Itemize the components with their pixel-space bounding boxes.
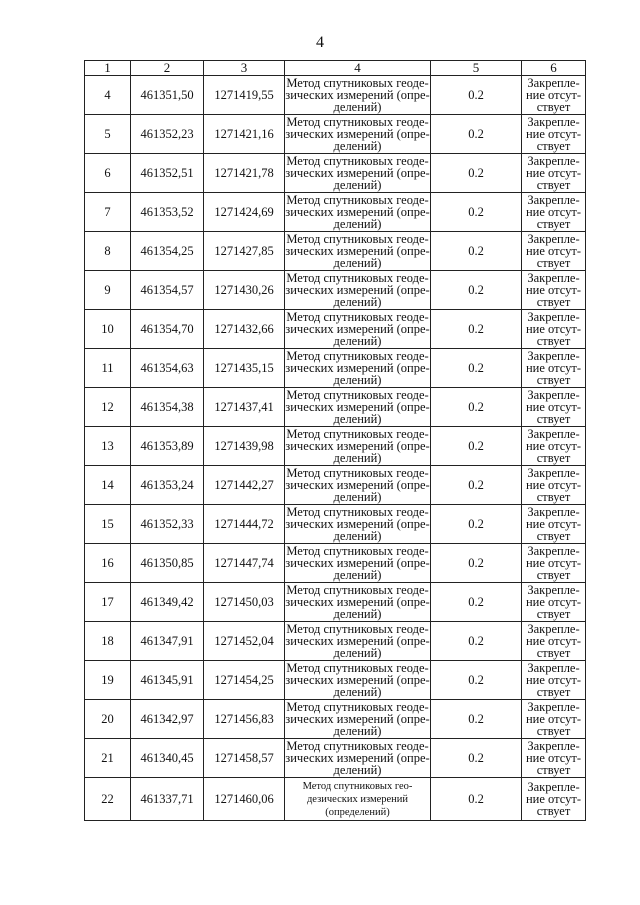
y-coordinate-cell: 1271439,98 [204, 427, 285, 466]
column-header: 4 [285, 61, 431, 76]
y-coordinate-cell: 1271435,15 [204, 349, 285, 388]
x-coordinate-cell: 461340,45 [131, 739, 204, 778]
y-coordinate-cell: 1271432,66 [204, 310, 285, 349]
y-coordinate-cell: 1271427,85 [204, 232, 285, 271]
point-number-cell: 11 [85, 349, 131, 388]
point-number-cell: 6 [85, 154, 131, 193]
accuracy-cell: 0.2 [431, 271, 522, 310]
fixing-cell: Закрепле-ние отсут-ствует [522, 271, 586, 310]
method-cell: Метод спутниковых геоде-зических измерений (опре-делений) [285, 388, 430, 426]
x-coordinate-cell: 461354,70 [131, 310, 204, 349]
fixing-cell: Закрепле-ние отсут-ствует [522, 193, 586, 232]
accuracy-cell: 0.2 [431, 76, 522, 115]
point-number-cell: 9 [85, 271, 131, 310]
fixing-cell: Закрепле-ние отсут-ствует [522, 76, 586, 115]
table-row [85, 193, 586, 232]
table-row [85, 349, 586, 388]
fixing-cell: Закрепле-ние отсут-ствует [522, 544, 586, 583]
table-row [85, 232, 586, 271]
column-header: 2 [131, 61, 204, 76]
accuracy-cell: 0.2 [431, 739, 522, 778]
accuracy-cell: 0.2 [431, 193, 522, 232]
y-coordinate-cell: 1271444,72 [204, 505, 285, 544]
table-row [85, 778, 586, 821]
point-number-cell: 13 [85, 427, 131, 466]
method-cell: Метод спутниковых геоде-зических измерений (опре-делений) [285, 115, 430, 153]
method-cell: Метод спутниковых геоде-зических измерений (опре-делений) [285, 466, 430, 504]
point-number-cell: 10 [85, 310, 131, 349]
point-number-cell: 7 [85, 193, 131, 232]
table-row [85, 154, 586, 193]
fixing-cell: Закрепле-ние отсут-ствует [522, 115, 586, 154]
x-coordinate-cell: 461352,23 [131, 115, 204, 154]
x-coordinate-cell: 461337,71 [131, 778, 204, 821]
fixing-cell: Закрепле-ние отсут-ствует [522, 349, 586, 388]
x-coordinate-cell: 461354,38 [131, 388, 204, 427]
fixing-cell: Закрепле-ние отсут-ствует [522, 700, 586, 739]
y-coordinate-cell: 1271419,55 [204, 76, 285, 115]
accuracy-cell: 0.2 [431, 661, 522, 700]
fixing-cell: Закрепле-ние отсут-ствует [522, 622, 586, 661]
method-cell: Метод спутниковых геоде-зических измерений (опре-делений) [285, 427, 430, 465]
method-cell: Метод спутниковых геоде-зических измерений (опре-делений) [285, 349, 430, 387]
y-coordinate-cell: 1271460,06 [204, 778, 285, 821]
point-number-cell: 16 [85, 544, 131, 583]
column-header: 3 [204, 61, 285, 76]
method-cell: Метод спутниковых геоде-зических измерений (опре-делений) [285, 739, 430, 777]
x-coordinate-cell: 461352,51 [131, 154, 204, 193]
table-row [85, 661, 586, 700]
method-cell: Метод спутниковых гео-дезических измерений (определений) [285, 778, 431, 821]
fixing-cell: Закрепле-ние отсут-ствует [522, 583, 586, 622]
point-number-cell: 12 [85, 388, 131, 427]
x-coordinate-cell: 461351,50 [131, 76, 204, 115]
point-number-cell: 20 [85, 700, 131, 739]
y-coordinate-cell: 1271456,83 [204, 700, 285, 739]
fixing-cell: Закрепле-ние отсут-ствует [522, 466, 586, 505]
method-cell: Метод спутниковых геоде-зических измерений (опре-делений) [285, 505, 430, 543]
table-row [85, 427, 586, 466]
x-coordinate-cell: 461349,42 [131, 583, 204, 622]
table-row [85, 76, 586, 115]
x-coordinate-cell: 461345,91 [131, 661, 204, 700]
table-row [85, 583, 586, 622]
method-cell: Метод спутниковых геоде-зических измерений (опре-делений) [285, 154, 430, 192]
y-coordinate-cell: 1271442,27 [204, 466, 285, 505]
table-row [85, 700, 586, 739]
point-number-cell: 17 [85, 583, 131, 622]
x-coordinate-cell: 461353,89 [131, 427, 204, 466]
y-coordinate-cell: 1271454,25 [204, 661, 285, 700]
method-cell: Метод спутниковых геоде-зических измерений (опре-делений) [285, 583, 430, 621]
accuracy-cell: 0.2 [431, 622, 522, 661]
accuracy-cell: 0.2 [431, 115, 522, 154]
method-cell: Метод спутниковых геоде-зических измерений (опре-делений) [285, 622, 430, 660]
point-number-cell: 21 [85, 739, 131, 778]
y-coordinate-cell: 1271430,26 [204, 271, 285, 310]
table-row [85, 271, 586, 310]
accuracy-cell: 0.2 [431, 583, 522, 622]
method-cell: Метод спутниковых геоде-зических измерений (опре-делений) [285, 544, 430, 582]
method-cell: Метод спутниковых геоде-зических измерений (опре-делений) [285, 193, 430, 231]
method-cell: Метод спутниковых геоде-зических измерений (опре-делений) [285, 76, 430, 114]
y-coordinate-cell: 1271424,69 [204, 193, 285, 232]
accuracy-cell: 0.2 [431, 427, 522, 466]
x-coordinate-cell: 461354,57 [131, 271, 204, 310]
table-row [85, 310, 586, 349]
table-row [85, 115, 586, 154]
table-row [85, 622, 586, 661]
y-coordinate-cell: 1271437,41 [204, 388, 285, 427]
accuracy-cell: 0.2 [431, 388, 522, 427]
accuracy-cell: 0.2 [431, 544, 522, 583]
method-cell: Метод спутниковых геоде-зических измерений (опре-делений) [285, 232, 430, 270]
x-coordinate-cell: 461353,52 [131, 193, 204, 232]
point-number-cell: 22 [85, 778, 131, 821]
fixing-cell: Закрепле-ние отсут-ствует [522, 388, 586, 427]
point-number-cell: 4 [85, 76, 131, 115]
x-coordinate-cell: 461353,24 [131, 466, 204, 505]
fixing-cell: Закрепле-ние отсут-ствует [522, 232, 586, 271]
table-row [85, 739, 586, 778]
method-cell: Метод спутниковых геоде-зических измерений (опре-делений) [285, 700, 430, 738]
accuracy-cell: 0.2 [431, 778, 522, 821]
y-coordinate-cell: 1271421,78 [204, 154, 285, 193]
column-header: 6 [522, 61, 586, 76]
accuracy-cell: 0.2 [431, 154, 522, 193]
column-header: 1 [85, 61, 131, 76]
fixing-cell: Закрепле-ние отсут-ствует [522, 739, 586, 778]
header-row [85, 61, 586, 76]
point-number-cell: 5 [85, 115, 131, 154]
fixing-cell: Закрепле-ние отсут-ствует [522, 505, 586, 544]
fixing-cell: Закрепле-ние отсут-ствует [522, 310, 586, 349]
table-row [85, 466, 586, 505]
accuracy-cell: 0.2 [431, 232, 522, 271]
table-body [85, 76, 586, 821]
y-coordinate-cell: 1271450,03 [204, 583, 285, 622]
y-coordinate-cell: 1271458,57 [204, 739, 285, 778]
column-header: 5 [431, 61, 522, 76]
y-coordinate-cell: 1271447,74 [204, 544, 285, 583]
x-coordinate-cell: 461354,25 [131, 232, 204, 271]
point-number-cell: 18 [85, 622, 131, 661]
accuracy-cell: 0.2 [431, 310, 522, 349]
x-coordinate-cell: 461350,85 [131, 544, 204, 583]
y-coordinate-cell: 1271452,04 [204, 622, 285, 661]
method-cell: Метод спутниковых геоде-зических измерений (опре-делений) [285, 271, 430, 309]
coordinates-table [84, 60, 586, 821]
accuracy-cell: 0.2 [431, 349, 522, 388]
accuracy-cell: 0.2 [431, 505, 522, 544]
method-cell: Метод спутниковых геоде-зических измерений (опре-делений) [285, 310, 430, 348]
point-number-cell: 8 [85, 232, 131, 271]
fixing-cell: Закрепле-ние отсут-ствует [522, 154, 586, 193]
x-coordinate-cell: 461352,33 [131, 505, 204, 544]
x-coordinate-cell: 461354,63 [131, 349, 204, 388]
accuracy-cell: 0.2 [431, 700, 522, 739]
x-coordinate-cell: 461347,91 [131, 622, 204, 661]
point-number-cell: 14 [85, 466, 131, 505]
x-coordinate-cell: 461342,97 [131, 700, 204, 739]
fixing-cell: Закрепле-ние отсут-ствует [522, 661, 586, 700]
y-coordinate-cell: 1271421,16 [204, 115, 285, 154]
fixing-cell: Закрепле-ние отсут-ствует [522, 427, 586, 466]
method-cell: Метод спутниковых геоде-зических измерений (опре-делений) [285, 661, 430, 699]
page-number: 4 [316, 34, 324, 51]
point-number-cell: 19 [85, 661, 131, 700]
fixing-cell: Закрепле-ние отсут-ствует [522, 778, 586, 821]
table-row [85, 505, 586, 544]
point-number-cell: 15 [85, 505, 131, 544]
accuracy-cell: 0.2 [431, 466, 522, 505]
table-row [85, 544, 586, 583]
table-row [85, 388, 586, 427]
